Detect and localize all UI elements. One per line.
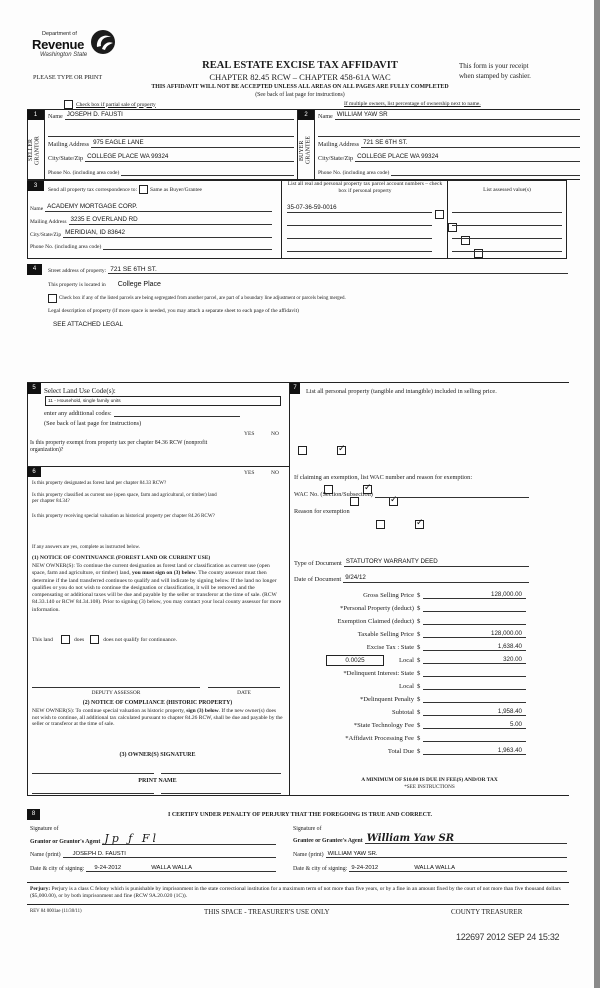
- assessor-date-label: DATE: [237, 690, 251, 696]
- segregated-parcels-checkbox[interactable]: [48, 294, 57, 303]
- exemption-label: If claiming an exemption, list WAC number and reason for exemption:: [294, 474, 473, 481]
- section-5-instructions: (See back of last page for instructions): [44, 420, 142, 427]
- completion-warning: THIS AFFIDAVIT WILL NOT BE ACCEPTED UNLESS ALL AREAS ON ALL PAGES ARE FULLY COMPLETED: [151, 84, 449, 90]
- delinquent-penalty-field[interactable]: [423, 695, 526, 703]
- document-date-row: Date of Document 9/24/12: [294, 575, 529, 583]
- excise-tax-local-row: Local $ 320.00: [307, 656, 526, 664]
- deputy-assessor-signature-line[interactable]: [32, 687, 200, 688]
- grantor-city: WALLA WALLA: [151, 865, 193, 871]
- qualifies-label: does: [73, 636, 85, 643]
- correspondence-name-row: Name ACADEMY MORTGAGE CORP.: [30, 204, 272, 212]
- correspondence-name-field[interactable]: ACADEMY MORTGAGE CORP.: [45, 204, 272, 212]
- correspondence-mailing-field[interactable]: 3235 E OVERLAND RD: [69, 217, 272, 225]
- total-due-field[interactable]: 1,963.40: [423, 747, 526, 755]
- historic-property-no-checkbox[interactable]: [415, 520, 424, 529]
- delinquent-interest-local-field[interactable]: [423, 682, 526, 690]
- delinquent-interest-local-row: Local $: [307, 682, 526, 690]
- correspondence-phone-field[interactable]: [103, 243, 272, 250]
- notice-compliance-title: (2) NOTICE OF COMPLIANCE (HISTORIC PROPERTY): [82, 700, 233, 706]
- correspondence-phone-row: Phone No. (including area code): [30, 243, 272, 250]
- street-address-row: Street address of property: 721 SE 6TH ST.: [48, 266, 568, 274]
- correspondence-mailing-row: Mailing Address 3235 E OVERLAND RD: [30, 217, 272, 225]
- additional-codes-field[interactable]: [114, 409, 240, 417]
- grantor-name-field[interactable]: JOSEPH D. FAUSTI: [63, 851, 276, 858]
- delinquent-interest-state-field[interactable]: [423, 669, 526, 677]
- assessed-value-1[interactable]: [452, 212, 562, 213]
- buyer-mailing-row: Mailing Address 721 SE 6TH ST.: [318, 140, 580, 148]
- same-as-buyer-checkbox[interactable]: [139, 185, 148, 194]
- street-address-field[interactable]: 721 SE 6TH ST.: [108, 266, 568, 274]
- parcel-number-2[interactable]: [287, 225, 432, 226]
- section-3-number: 3: [27, 181, 44, 191]
- print-name-line-2[interactable]: [161, 793, 281, 794]
- assessed-values-header: List assessed value(s): [483, 187, 531, 193]
- document-type-row: Type of Document STATUTORY WARRANTY DEED: [294, 559, 529, 567]
- seller-name-line-2[interactable]: [48, 136, 294, 137]
- notice-continuance-body: NEW OWNER(S): To continue the current designation as forest land or classification as current use (open space, farm and agriculture, or timber) land, you must sign on (3) below. The county assessor must then determine if the land transferred continues to qualify and will indicate by signing below. If the land no longer qualifies or you do not wish to continue the designation or classification, it will be removed and the compensating or additional taxes will be due and payable by the seller or transferor at the time of sale. (RCW 84.33.140 or RCW 84.34.108). Prior to signing (3) below, you may contact your local county assessor for more information.: [32, 563, 282, 613]
- grantee-date: 9-24-2012: [351, 865, 379, 871]
- correspondence-city-row: City/State/Zip MERIDIAN, ID 83642: [30, 230, 272, 238]
- land-use-select[interactable]: 11 - Household, single family units: [45, 396, 281, 406]
- section-6-yes-header: YES: [244, 470, 255, 476]
- deputy-assessor-label: DEPUTY ASSESSOR: [91, 690, 141, 696]
- this-land-label: This land: [32, 636, 53, 643]
- subtotal-row: Subtotal $ 1,958.40: [307, 708, 526, 716]
- buyer-city-row: City/State/Zip COLLEGE PLACE WA 99324: [318, 154, 580, 162]
- state-technology-fee-field[interactable]: 5.00: [423, 721, 526, 729]
- buyer-name-field[interactable]: WILLIAM YAW SR: [335, 112, 580, 120]
- owner-signature-label: (3) OWNER(S) SIGNATURE: [119, 752, 196, 758]
- if-yes-instruction: If any answers are yes, complete as instructed below.: [32, 544, 141, 550]
- section-6-no-header: NO: [271, 470, 279, 476]
- delinquent-interest-state-row: *Delinquent Interest: State $: [307, 669, 526, 677]
- print-name-label: PRINT NAME: [138, 778, 177, 784]
- grantor-date-city-field[interactable]: [86, 865, 276, 872]
- parcel-numbers-header: List all real and personal property tax parcel account numbers – check box if personal property: [287, 181, 443, 195]
- see-instructions-note: *SEE INSTRUCTIONS: [404, 784, 455, 790]
- buyer-phone-row: Phone No. (including area code): [318, 169, 580, 176]
- send-correspondence-label: Send all property tax correspondence to:: [48, 186, 138, 193]
- grantee-signature-label-1: Signature of: [293, 826, 322, 832]
- grantee-signature-row: Grantee or Grantee's Agent William Yaw SR: [293, 834, 567, 844]
- parcel-number-3[interactable]: [287, 238, 432, 239]
- form-number: REV 84 0001ae (11/30/11): [30, 909, 82, 914]
- wac-row: WAC No. (Section/Subsection): [294, 490, 529, 498]
- grantee-signature[interactable]: William Yaw SR: [365, 834, 567, 844]
- correspondence-city-field[interactable]: MERIDIAN, ID 83642: [63, 230, 272, 238]
- current-use-question: Is this property classified as current use (open space, farm and agricultural, or timber) land per chapter 84.34?: [32, 492, 217, 505]
- not-qualifies-label: does not qualify for continuance.: [103, 636, 178, 643]
- taxable-selling-price-field[interactable]: 128,000.00: [423, 630, 526, 638]
- form-title: REAL ESTATE EXCISE TAX AFFIDAVIT: [202, 60, 398, 71]
- excise-tax-local-field[interactable]: 320.00: [423, 656, 526, 664]
- please-type-note: PLEASE TYPE OR PRINT: [33, 74, 103, 81]
- parcel-number-1[interactable]: 35-07-36-59-0016: [287, 204, 432, 213]
- segregated-parcels-label: Check box if any of the listed parcels are being segregated from another parcel, are part of a boundary line adjustment or parcels being merged.: [59, 296, 346, 301]
- additional-codes-row: enter any additional codes:: [44, 409, 240, 417]
- taxable-selling-price-row: Taxable Selling Price $ 128,000.00: [307, 630, 526, 638]
- agency-line2: Revenue: [32, 37, 85, 52]
- scan-edge: [594, 0, 600, 988]
- buyer-grantee-label: BUYER GRANTEE: [299, 136, 312, 165]
- certification-statement: I CERTIFY UNDER PENALTY OF PERJURY THAT THE FOREGOING IS TRUE AND CORRECT.: [167, 812, 432, 818]
- land-use-label: Select Land Use Code(s):: [44, 387, 116, 395]
- section-7-number: 7: [290, 383, 300, 394]
- instructions-note: (See back of last page for instructions): [255, 92, 345, 98]
- dor-swirl-icon: [88, 28, 118, 56]
- seller-grantor-label: SELLER GRANTOR: [28, 136, 41, 165]
- located-in-field[interactable]: College Place: [117, 281, 161, 288]
- perjury-notice: Perjury: Perjury is a class C felony which is punishable by imprisonment in the state correctional institution for a maximum term of not more than five years, or by a fine in an amount fixed by the court of not more than five thousand dollars ($5,000.00), or by both imprisonment and fine (RCW 9A.20.020 (1C)).: [30, 886, 561, 900]
- legal-description-label: Legal description of property (if more space is needed, you may attach a separate sheet to each page of the affidavit): [48, 308, 299, 314]
- form-subtitle: CHAPTER 82.45 RCW – CHAPTER 458-61A WAC: [209, 72, 391, 82]
- section-4-number: 4: [27, 264, 42, 275]
- wac-field[interactable]: [375, 490, 529, 498]
- seller-city-row: City/State/Zip COLLEGE PLACE WA 99324: [48, 154, 294, 162]
- exemption-claimed-field[interactable]: [423, 617, 526, 625]
- grantee-date-row: Date & city of signing: 9-24-2012 WALLA WALLA: [293, 865, 567, 872]
- assessed-value-3[interactable]: [452, 238, 562, 239]
- assessed-value-4[interactable]: [452, 251, 562, 252]
- buyer-phone-field[interactable]: [391, 169, 580, 176]
- receipt-note-2: when stamped by cashier.: [459, 72, 531, 80]
- treasurer-stamp: 122697 2012 SEP 24 15:32: [456, 932, 560, 942]
- personal-property-deduct-row: *Personal Property (deduct) $: [307, 604, 526, 612]
- yes-header: YES: [244, 431, 255, 437]
- notice-continuance-title: (1) NOTICE OF CONTINUANCE (FOREST LAND OR CURRENT USE): [32, 555, 211, 561]
- buyer-mailing-field[interactable]: 721 SE 6TH ST.: [361, 140, 580, 148]
- minimum-due-note: A MINIMUM OF $10.00 IS DUE IN FEE(S) AND/OR TAX: [361, 777, 498, 783]
- section-1-number: 1: [27, 110, 44, 120]
- historic-property-question: Is this property receiving special valuation as historical property per chapter 84.26 RCW?: [32, 513, 215, 519]
- qualifies-checkbox[interactable]: [61, 635, 70, 644]
- not-qualifies-checkbox[interactable]: [90, 635, 99, 644]
- buyer-name-row: Name WILLIAM YAW SR: [318, 112, 580, 120]
- delinquent-penalty-row: *Delinquent Penalty $: [307, 695, 526, 703]
- current-use-no-checkbox[interactable]: [389, 497, 398, 506]
- personal-property-checkbox-1[interactable]: [435, 210, 444, 219]
- grantee-city: WALLA WALLA: [414, 865, 456, 871]
- no-header: NO: [271, 431, 279, 437]
- seller-mailing-field[interactable]: 975 EAGLE LANE: [91, 140, 294, 148]
- grantor-signature-row: Grantor or Grantor's Agent Jp ƒ Fl: [30, 834, 276, 845]
- personal-property-deduct-field[interactable]: [423, 604, 526, 612]
- grantee-name-row: Name (print) WILLIAM YAW SR.: [293, 851, 567, 858]
- grantor-signature-label-1: Signature of: [30, 826, 59, 832]
- total-due-row: Total Due $ 1,963.40: [307, 747, 526, 755]
- grantor-signature[interactable]: Jp ƒ Fl: [102, 834, 276, 845]
- forest-land-question: Is this property designated as forest land per chapter 84.33 RCW?: [32, 480, 167, 486]
- seller-name-field[interactable]: JOSEPH D. FAUSTI: [65, 112, 294, 120]
- exemption-reason-label: Reason for exemption: [294, 508, 350, 515]
- partial-sale-checkbox[interactable]: [64, 100, 73, 109]
- assessed-value-2[interactable]: [452, 225, 562, 226]
- excise-tax-state-field[interactable]: 1,638.40: [423, 643, 526, 651]
- gross-selling-price-row: Gross Selling Price $ 128,000.00: [307, 591, 526, 599]
- gross-selling-price-field[interactable]: 128,000.00: [423, 591, 526, 599]
- historic-property-yes-checkbox[interactable]: [376, 520, 385, 529]
- current-use-yes-checkbox[interactable]: [350, 497, 359, 506]
- exemption-claimed-row: Exemption Claimed (deduct) $: [307, 617, 526, 625]
- seller-city-field[interactable]: COLLEGE PLACE WA 99324: [85, 154, 294, 162]
- seller-phone-row: Phone No. (including area code): [48, 169, 294, 176]
- local-rate-field[interactable]: 0.0025: [326, 655, 384, 666]
- grantor-name-row: Name (print) JOSEPH D. FAUSTI: [30, 851, 276, 858]
- excise-tax-state-row: Excise Tax : State $ 1,638.40: [307, 643, 526, 651]
- owner-signature-line-1[interactable]: [32, 773, 154, 774]
- buyer-name-line-2[interactable]: [318, 136, 580, 137]
- affidavit-processing-fee-row: *Affidavit Processing Fee $: [307, 734, 526, 742]
- grantee-name-field[interactable]: WILLIAM YAW SR.: [326, 851, 567, 858]
- grantor-date: 9-24-2012: [94, 865, 122, 871]
- buyer-city-field[interactable]: COLLEGE PLACE WA 99324: [355, 154, 580, 162]
- subtotal-field[interactable]: 1,958.40: [423, 708, 526, 716]
- owner-signature-line-2[interactable]: [161, 773, 281, 774]
- document-date-field[interactable]: 9/24/12: [343, 575, 529, 583]
- nonprofit-exempt-no-checkbox[interactable]: [337, 446, 346, 455]
- assessor-date-line[interactable]: [208, 687, 280, 688]
- nonprofit-exempt-yes-checkbox[interactable]: [298, 446, 307, 455]
- dor-logo: [32, 28, 122, 64]
- county-treasurer-label: COUNTY TREASURER: [451, 908, 523, 916]
- agency-line1: Department of: [42, 31, 77, 37]
- receipt-note-1: This form is your receipt: [459, 62, 529, 70]
- grantee-date-city-field[interactable]: [349, 865, 567, 872]
- parcel-number-4[interactable]: [287, 251, 432, 252]
- section-6-number: 6: [27, 467, 41, 477]
- personal-property-label: List all personal property (tangible and intangible) included in selling price.: [306, 388, 497, 395]
- section-2-number: 2: [298, 110, 314, 120]
- affidavit-processing-fee-field[interactable]: [423, 734, 526, 742]
- partial-sale-label: Check box if partial sale of property: [76, 101, 156, 108]
- same-as-buyer-label: Same as Buyer/Grantee: [150, 186, 202, 193]
- treasurer-use-label: THIS SPACE - TREASURER'S USE ONLY: [204, 908, 330, 916]
- seller-mailing-row: Mailing Address 975 EAGLE LANE: [48, 140, 294, 148]
- located-in-label: This property is located in: [48, 282, 106, 288]
- grantor-date-row: Date & city of signing: 9-24-2012 WALLA WALLA: [30, 865, 276, 872]
- section-8-number: 8: [27, 809, 40, 820]
- section-5-number: 5: [27, 383, 41, 394]
- agency-line3: Washington State: [40, 52, 88, 58]
- seller-name-row: Name JOSEPH D. FAUSTI: [48, 112, 294, 120]
- document-type-field[interactable]: STATUTORY WARRANTY DEED: [344, 559, 529, 567]
- nonprofit-exempt-question: Is this property exempt from property tax per chapter 84.36 RCW (nonprofit organization)?: [30, 440, 208, 453]
- legal-description-field[interactable]: SEE ATTACHED LEGAL: [53, 321, 124, 328]
- notice-compliance-body: NEW OWNER(S): To continue special valuation as historic property, sign (3) below. If the new owner(s) does not wish to continue, all additional tax calculated pursuant to chapter 84.26 RCW, shall be due and payable by the seller or transferor at the time of sale.: [32, 708, 283, 728]
- state-technology-fee-row: *State Technology Fee $ 5.00: [307, 721, 526, 729]
- print-name-line-1[interactable]: [32, 793, 154, 794]
- seller-phone-field[interactable]: [121, 169, 294, 176]
- multiple-owners-note: If multiple owners, list percentage of ownership next to name.: [344, 101, 481, 107]
